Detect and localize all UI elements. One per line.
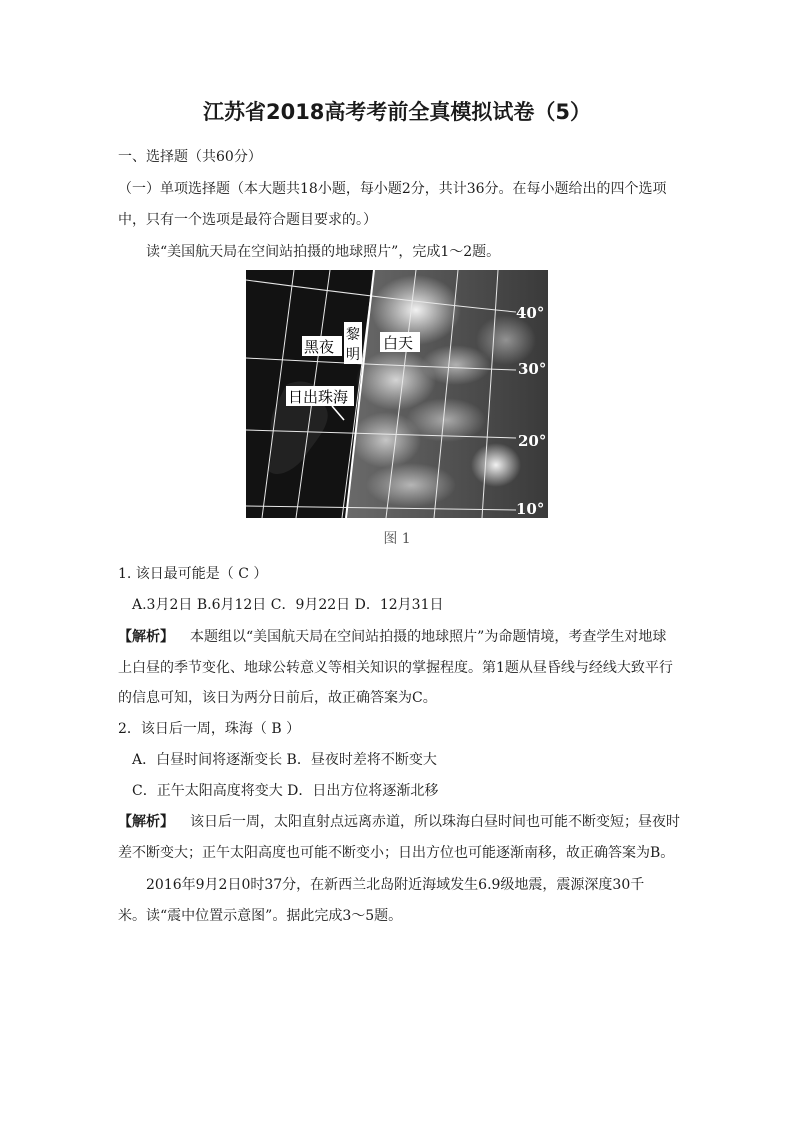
passage-line-2: 米。读“震中位置示意图”。据此完成3～5题。	[118, 908, 403, 924]
earth-photo-graphic	[246, 270, 548, 518]
subsection-line-2: 中，只有一个选项是最符合题目要求的。）	[118, 212, 377, 228]
page-title: 江苏省2018高考考前全真模拟试卷（5）	[202, 100, 592, 124]
analysis-1-line-1: 本题组以“美国航天局在空间站拍摄的地球照片”为命题情境，考查学生对地球	[190, 629, 667, 645]
label-sunrise-zhuhai: 日出珠海	[288, 388, 349, 406]
passage-line-1: 2016年9月2日0时37分，在新西兰北岛附近海域发生6.9级地震，震源深度30千	[146, 877, 645, 893]
lat-label-40: 40°	[516, 304, 545, 322]
question-1-options: A.3月2日 B.6月12日 C．9月22日 D．12月31日	[132, 597, 444, 613]
label-night: 黑夜	[304, 338, 335, 356]
lat-label-20: 20°	[518, 432, 547, 450]
label-day: 白天	[383, 334, 414, 352]
label-dawn-2: 明	[346, 347, 360, 363]
lat-label-10: 10°	[516, 500, 545, 518]
analysis-1-line-2: 上白昼的季节变化、地球公转意义等相关知识的掌握程度。第1题从昼昏线与经线大致平行	[118, 660, 673, 676]
earth-photo	[246, 270, 548, 518]
question-2-options-cd: C．正午太阳高度将变大 D．日出方位将逐渐北移	[132, 783, 439, 799]
subsection-line-1: （一）单项选择题（本大题共18小题，每小题2分，共计36分。在每小题给出的四个选项	[118, 181, 667, 197]
lat-label-30: 30°	[518, 360, 547, 378]
figure-caption: 图 1	[383, 531, 411, 547]
analysis-2-tag: 【解析】	[118, 814, 174, 830]
section-heading: 一、选择题（共60分）	[118, 149, 262, 165]
analysis-1-tag: 【解析】	[118, 629, 174, 645]
analysis-2-line-2: 差不断变大；正午太阳高度也可能不断变小；日出方位也可能逐渐南移，故正确答案为B。	[118, 845, 675, 861]
analysis-1-line-3: 的信息可知，该日为两分日前后，故正确答案为C。	[118, 690, 437, 706]
intro-text: 读“美国航天局在空间站拍摄的地球照片”，完成1～2题。	[146, 244, 501, 260]
question-2-options-ab: A．白昼时间将逐渐变长 B．昼夜时差将不断变大	[132, 752, 437, 768]
label-dawn-1: 黎	[346, 327, 360, 343]
analysis-2-line-1: 该日后一周，太阳直射点远离赤道，所以珠海白昼时间也可能不断变短；昼夜时	[190, 814, 680, 830]
question-2-stem: 2．该日后一周，珠海（ B ）	[118, 721, 301, 737]
question-1-stem: 1. 该日最可能是（ C ）	[118, 566, 268, 582]
